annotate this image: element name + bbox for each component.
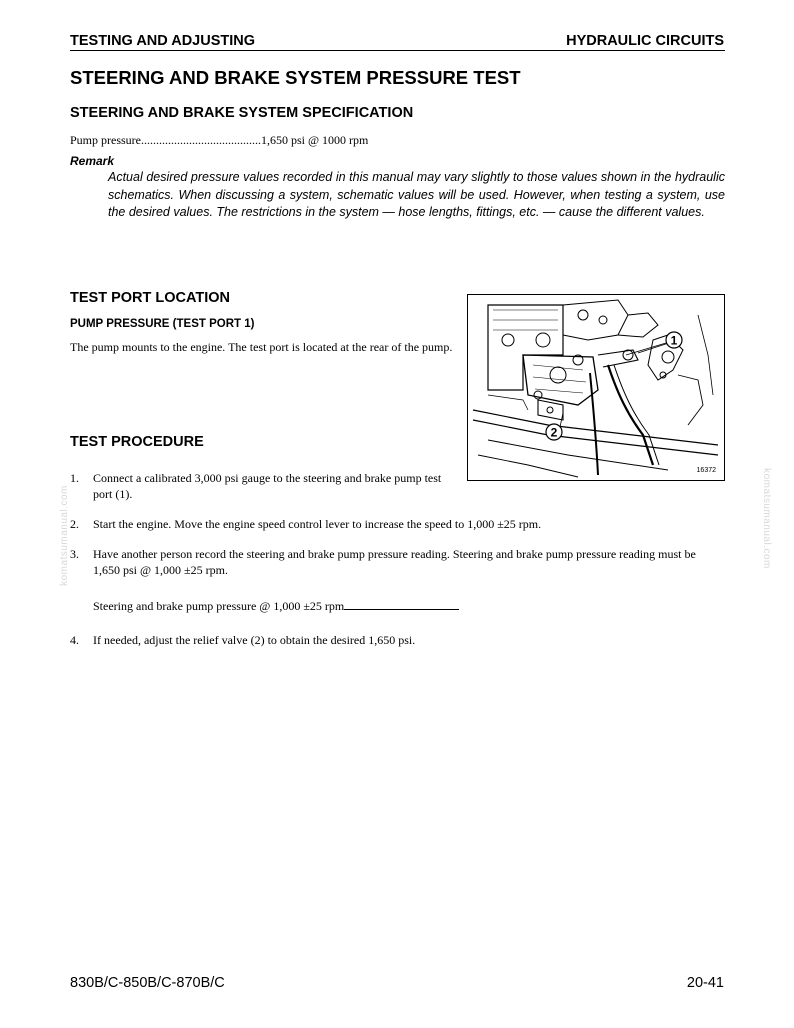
callout-2-label: 2 — [550, 425, 558, 440]
engine-pump-illustration — [468, 295, 724, 480]
step-number: 1. — [70, 471, 79, 485]
callout-1-label: 1 — [670, 333, 678, 348]
test-procedure-heading: TEST PROCEDURE — [70, 434, 204, 450]
step-text: Have another person record the steering and brake pump pressure reading. Steering and brake pump pressure reading must be 1,650 psi @ 1,000 ±25 rpm. — [93, 547, 696, 577]
watermark-right: komatsumanual.com — [760, 468, 772, 569]
pressure-record-line — [93, 599, 459, 614]
header-chapter-label: HYDRAULIC CIRCUITS — [566, 33, 724, 49]
step-text: Connect a calibrated 3,000 psi gauge to the steering and brake pump test port (1). — [93, 471, 442, 501]
remark-text: Actual desired pressure values recorded in this manual may vary slightly to those values shown in the hydraulic schematics. When discussing a system, schematic values will be used. However, when testing a system, use the desired values. The restrictions in the system — hose lengths, fittings, etc. — cause the different values. — [108, 170, 725, 219]
test-port-description: The pump mounts to the engine. The test port is located at the rear of the pump. — [70, 340, 453, 354]
figure-number: 16372 — [696, 467, 716, 474]
footer-page-number: 20-41 — [686, 975, 724, 991]
pressure-record-label: Steering and brake pump pressure @ 1,000 ±25 rpm — [93, 599, 345, 613]
pump-pressure-subheading: PUMP PRESSURE (TEST PORT 1) — [70, 318, 255, 330]
test-port-heading: TEST PORT LOCATION — [70, 290, 231, 306]
footer-model-numbers: 830B/C-850B/C-870B/C — [70, 975, 225, 991]
step-text: Start the engine. Move the engine speed control lever to increase the speed to 1,000 ±25 rpm. — [93, 517, 542, 531]
pump-test-port-figure — [467, 294, 725, 481]
step-number: 4. — [70, 633, 79, 647]
specification-heading: STEERING AND BRAKE SYSTEM SPECIFICATION — [70, 105, 414, 121]
watermark-left: komatsumanual.com — [58, 485, 70, 586]
header-section-label: TESTING AND ADJUSTING — [70, 33, 256, 49]
step-number: 3. — [70, 547, 79, 561]
step-number: 2. — [70, 517, 79, 531]
record-blank — [344, 599, 459, 610]
page-title: STEERING AND BRAKE SYSTEM PRESSURE TEST — [70, 67, 521, 88]
step-text: If needed, adjust the relief valve (2) to obtain the desired 1,650 psi. — [93, 633, 416, 647]
remark-label: Remark — [70, 154, 115, 168]
header-rule — [70, 50, 725, 51]
pump-pressure-spec: Pump pressure........................................1,650 psi @ 1000 rpm — [70, 133, 369, 147]
